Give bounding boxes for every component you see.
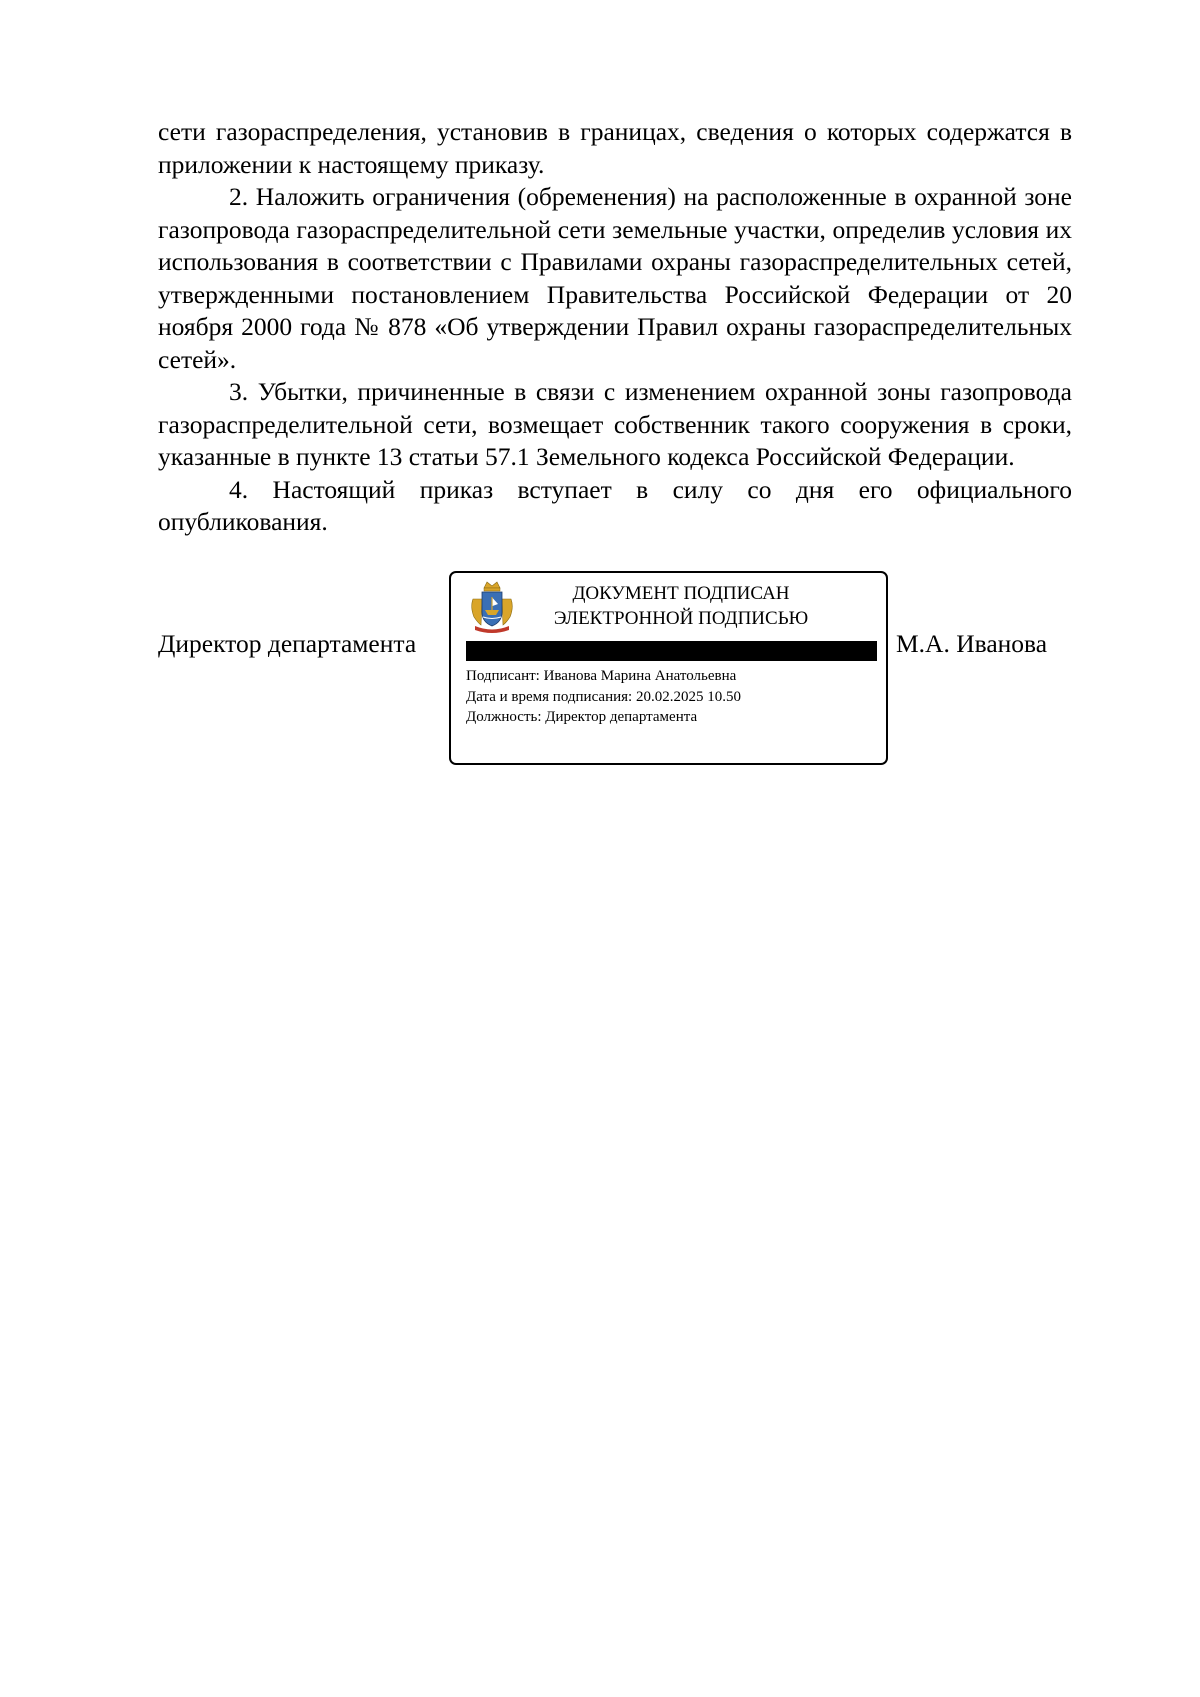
- stamp-position: Должность: Директор департамента: [466, 709, 698, 725]
- document-body: [158, 116, 1072, 539]
- paragraph-3: 3. Убытки, причиненные в связи с изменением охранной зоны газопровода газораспределительной сети, возмещает собственник такого сооружения в сроки, указанные в пункте 13 статьи 57.1 Земельного кодекса Российской Федерации.: [158, 377, 1072, 471]
- coat-of-arms-icon: [465, 579, 519, 635]
- signature-position-title: Директор департамента: [158, 629, 417, 658]
- electronic-signature-stamp: [449, 571, 888, 765]
- stamp-datetime: Дата и время подписания: 20.02.2025 10.50: [466, 688, 741, 705]
- stamp-heading-line-1: ДОКУМЕНТ ПОДПИСАН: [572, 583, 790, 604]
- stamp-details: [466, 666, 741, 728]
- stamp-signer: Подписант: Иванова Марина Анатольевна: [466, 668, 737, 684]
- stamp-heading-line-2: ЭЛЕКТРОННОЙ ПОДПИСЬЮ: [553, 608, 809, 629]
- stamp-certificate-redaction-bar: [466, 641, 877, 661]
- stamp-heading: [531, 581, 831, 631]
- paragraph-4: 4. Настоящий приказ вступает в силу со дня его официального опубликования.: [158, 474, 1072, 536]
- paragraph-2: 2. Наложить ограничения (обременения) на расположенные в охранной зоне газопровода газораспределительной сети земельные участки, определив условия их использования в соответствии с Правилами охраны газораспределительных сетей, утвержденными постановлением Правительства Российской Федерации от 20 ноября 2000 года № 878 «Об утверждении Правил охраны газораспределительных сетей».: [158, 182, 1072, 374]
- signature-signer-name: М.А. Иванова: [896, 629, 1048, 658]
- paragraph-1-continuation: сети газораспределения, установив в границах, сведения о которых содержатся в приложении к настоящему приказу.: [158, 117, 1072, 179]
